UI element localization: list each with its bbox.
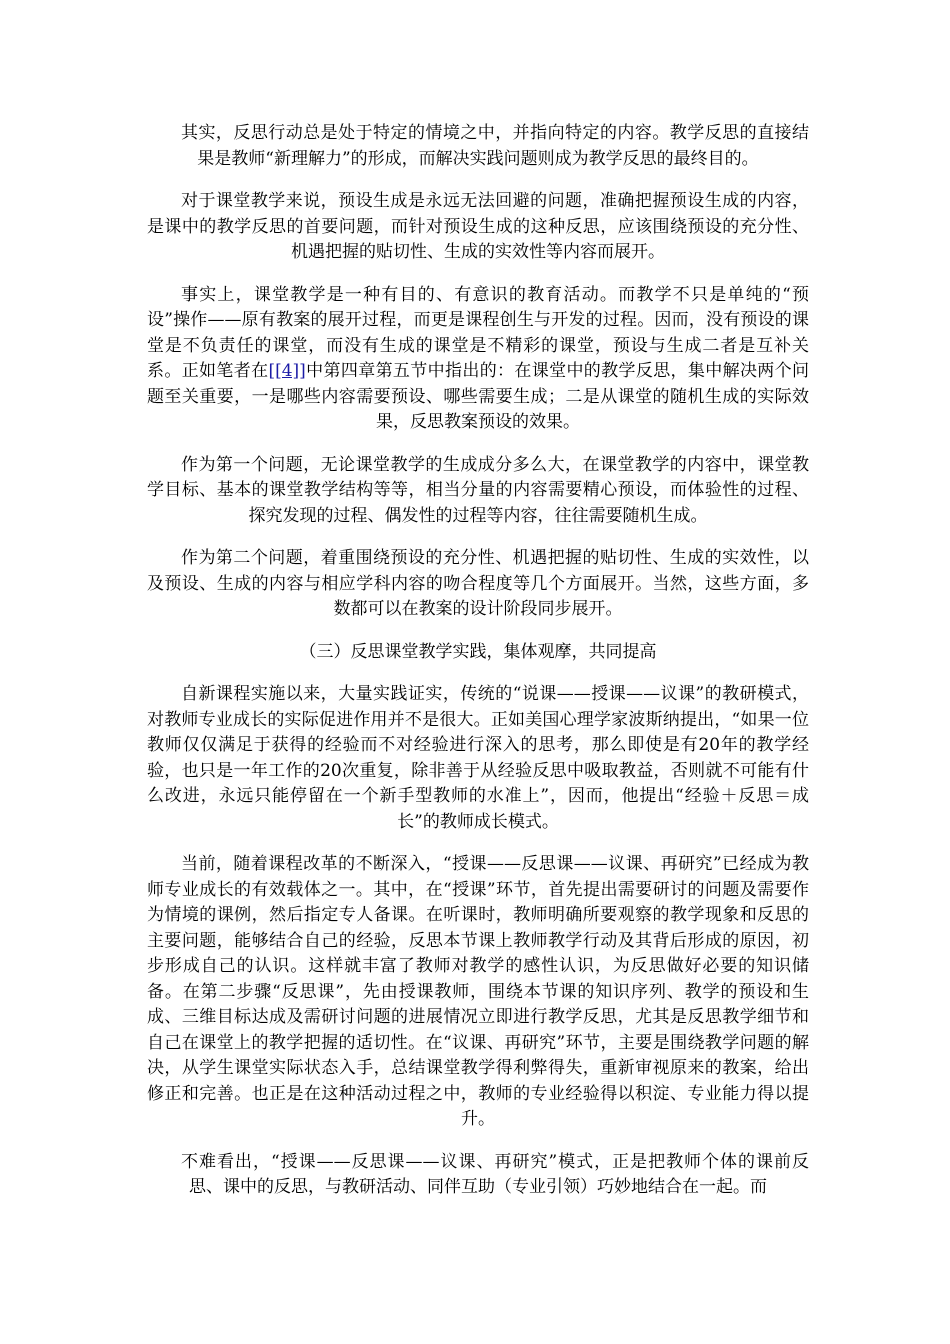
reference-link[interactable]: [[4]] (268, 361, 306, 381)
paragraph-3-text-after: 中第四章第五节中指出的：在课堂中的教学反思，集中解决两个问题至关重要，一是哪些内容需要预设、哪些需要生成；二是从课堂的随机生成的实际效果，反思教案预设的效果。 (147, 361, 810, 432)
document-page (147, 121, 809, 1218)
paragraph-6: 自新课程实施以来，大量实践证实，传统的“说课——授课——议课”的教研模式，对教师专业成长的实际促进作用并不是很大。正如美国心理学家波斯纳提出，“如果一位教师仅仅满足于获得的经验而不对经验进行深入的思考，那么即使是有20年的教学经验，也只是一年工作的20次重复，除非善于从经验反思中吸取教益，否则就不可能有什么改进，永远只能停留在一个新手型教师的水准上”，因而，他提出“经验＋反思＝成长”的教师成长模式。 (147, 684, 809, 832)
paragraph-4: 作为第一个问题，无论课堂教学的生成成分多么大，在课堂教学的内容中，课堂教学目标、基本的课堂教学结构等等，相当分量的内容需要精心预设，而体验性的过程、探究发现的过程、偶发性的过程等内容，往往需要随机生成。 (147, 454, 809, 526)
paragraph-8: 不难看出，“授课——反思课——议课、再研究”模式，正是把教师个体的课前反思、课中的反思，与教研活动、同伴互助（专业引领）巧妙地结合在一起。而 (181, 1151, 809, 1197)
paragraph-7: 当前，随着课程改革的不断深入，“授课——反思课——议课、再研究”已经成为教师专业成长的有效载体之一。其中，在“授课”环节，首先提出需要研讨的问题及需要作为情境的课例，然后指定专人备课。在听课时，教师明确所要观察的教学现象和反思的主要问题，能够结合自己的经验，反思本节课上教师教学行动及其背后形成的原因，初步形成自己的认识。这样就丰富了教师对教学的感性认识，为反思做好必要的知识储备。在第二步骤“反思课”，先由授课教师，围绕本节课的知识序列、教学的预设和生成、三维目标达成及需研讨问题的进展情况立即进行教学反思，尤其是反思教学细节和自己在课堂上的教学把握的适切性。在“议课、再研究”环节，主要是围绕教学问题的解决，从学生课堂实际状态入手，总结课堂教学得利弊得失，重新审视原来的教案，给出修正和完善。也正是在这种活动过程之中，教师的专业经验得以积淀、专业能力得以提升。 (147, 854, 809, 1129)
paragraph-2: 对于课堂教学来说，预设生成是永远无法回避的问题，准确把握预设生成的内容，是课中的教学反思的首要问题，而针对预设生成的这种反思，应该围绕预设的充分性、机遇把握的贴切性、生成的实效性等内容而展开。 (147, 191, 809, 262)
paragraph-3-text-before: 事实上，课堂教学是一种有目的、有意识的教育活动。而教学不只是单纯的“预设”操作——原有教案的展开过程，而更是课程创生与开发的过程。因而，没有预设的课堂是不负责任的课堂，而没有生成的课堂是不精彩的课堂，预设与生成二者是互补关系。正如笔者在 (147, 284, 809, 381)
paragraph-1: 其实，反思行动总是处于特定的情境之中，并指向特定的内容。教学反思的直接结果是教师“新理解力”的形成，而解决实践问题则成为教学反思的最终目的。 (181, 123, 809, 169)
paragraph-5: 作为第二个问题，着重围绕预设的充分性、机遇把握的贴切性、生成的实效性，以及预设、生成的内容与相应学科内容的吻合程度等几个方面展开。当然，这些方面，多数都可以在教案的设计阶段同步展开。 (147, 548, 809, 619)
section-heading: （三）反思课堂教学实践，集体观摩，共同提高 (299, 641, 657, 662)
paragraph-3 (147, 283, 809, 436)
